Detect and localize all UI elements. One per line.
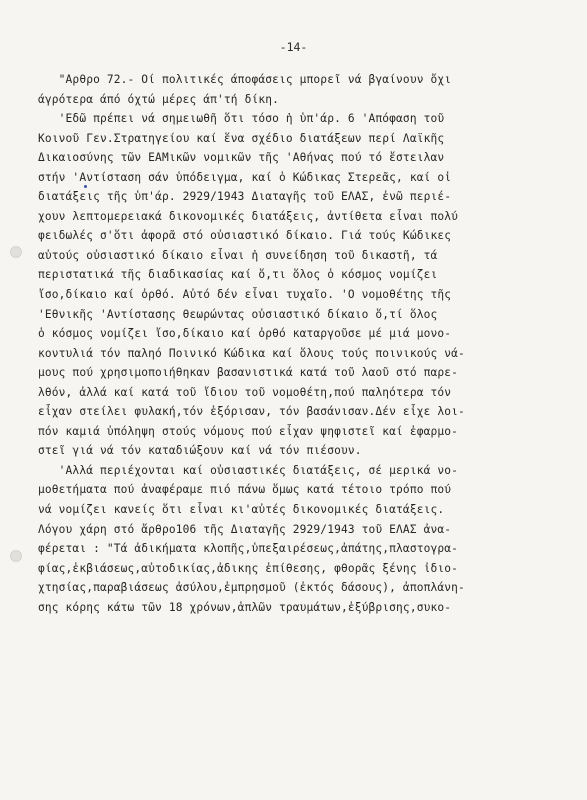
text-line: σης κόρης κάτω τῶν 18 χρόνων,ἁπλῶν τραυμάτων,ἐξύβρισης,συκο- (38, 600, 452, 614)
text-line: διατάξεις τῆς ὑπ'άρ. 2929/1943 Διαταγῆς τοῦ ΕΛΑΣ, ἐνῶ περιέ- (38, 190, 452, 204)
text-line: μους πού χρησιμοποιήθηκαν βασανιστικά κατά τοῦ λαοῦ στό παρε- (38, 366, 459, 380)
text-line: χουν λεπτομερειακά δικονομικές διατάξεις, ἀντίθετα εἶναι πολύ (38, 209, 459, 223)
text-line: ἴσο,δίκαιο καί ὀρθό. Αὐτό δέν εἶναι τυχαῖο. 'Ο νομοθέτης τῆς (38, 288, 452, 302)
typed-text-body (38, 70, 568, 617)
text-line: πόν καμιά ὑπόληψη στούς νόμους πού εἶχαν ψηφιστεῖ καί ἐφαρμο- (38, 424, 459, 438)
text-line: "Αρθρο 72.- Οί πολιτικές άποφάσεις μπορεῖ νά βγαίνουν ὄχι (38, 73, 452, 86)
text-line: Δικαιοσύνης τῶν ΕΑΜικῶν νομικῶν τῆς 'Αθήνας πού τό ἔστειλαν (38, 151, 445, 165)
text-line: κοντυλιά τόν παληό Ποινικό Κώδικα καί ὅλους τούς ποινικούς νά- (38, 346, 465, 360)
text-line: περιστατικά τῆς διαδικασίας καί ὅ,τι ὅλος ὁ κόσμος νομίζει (38, 268, 438, 282)
text-line: ὁ κόσμος νομίζει ἴσο,δίκαιο καί ὀρθό καταργοῦσε μέ μιά μονο- (38, 327, 452, 341)
text-line: φέρεται : "Τά ἀδικήματα κλοπῆς,ὑπεξαιρέσεως,ἀπάτης,πλαστογρα- (38, 542, 459, 556)
text-line: εἶχαν στείλει φυλακή,τόν ἐξόρισαν, τόν βασάνισαν.Δέν εἶχε λοι- (38, 405, 465, 419)
text-line: Κοινοῦ Γεν.Στρατηγείου καί ἕνα σχέδιο διατάξεων περί Λαϊκῆς (38, 131, 445, 145)
text-line: στήν 'Αντίσταση σάν ὑπόδειγμα, καί ὁ Κώδικας Στερεᾶς, καί οἱ (38, 170, 452, 184)
text-line: 'Εδῶ πρέπει νά σημειωθῆ ὅτι τόσο ἡ ὑπ'άρ. 6 'Απόφαση τοῦ (38, 112, 445, 126)
punch-hole (10, 246, 22, 258)
text-line: 'Εθνικῆς 'Αντίστασης θεωρώντας οὐσιαστικό δίκαιο ὅ,τί ὅλος (38, 307, 438, 321)
text-line: στεῖ γιά νά τόν καταδιώξουν καί νά τόν πιέσουν. (38, 444, 362, 458)
text-line: φίας,ἐκβιάσεως,αὐτοδικίας,ἀδικης ἐπίθεσης, φθορᾶς ξένης ἰδιο- (38, 561, 459, 575)
text-line: χτησίας,παραβιάσεως ἀσύλου,ἐμπρησμοῦ (ἐκτός δάσους), ἀποπλάνη- (38, 581, 465, 595)
punch-hole (10, 550, 22, 562)
text-line: άγρότερα άπό όχτώ μέρες άπ'τή δίκη. (38, 92, 279, 106)
text-line: Λόγου χάρη στό ἄρθρο106 τῆς Διαταγῆς 2929/1943 τοῦ ΕΛΑΣ ἀνα- (38, 522, 452, 536)
text-line: μοθετήματα πού ἀναφέραμε πιό πάνω ὅμως κατά τέτοιο τρόπο πού (38, 483, 452, 497)
page-number: -14- (279, 40, 308, 54)
text-line: νά νομίζει κανείς ὅτι εἶναι κι'αὐτές δικονομικές διατάξεις. (38, 503, 445, 517)
text-line: 'Αλλά περιέχονται καί οὐσιαστικές διατάξεις, σέ μερικά νο- (38, 463, 459, 477)
text-line: φειδωλές σ'ὅτι ἀφορᾶ στό οὐσιαστικό δίκαιο. Γιά τούς Κώδικες (38, 229, 452, 243)
text-line: αὐτούς οὐσιαστικό δίκαιο εἶναι ἡ συνείδηση τοῦ δικαστῆ, τά (38, 248, 438, 262)
text-line: λθόν, ἀλλά καί κατά τοῦ ἴδιου τοῦ νομοθέτη,πού παληότερα τόν (38, 385, 452, 399)
